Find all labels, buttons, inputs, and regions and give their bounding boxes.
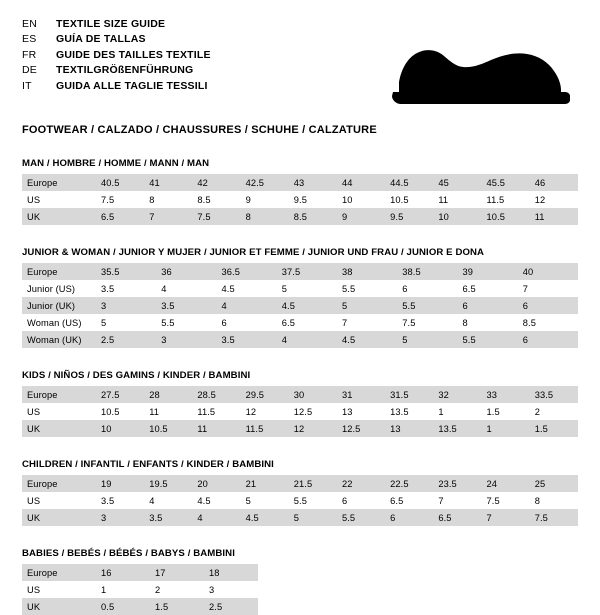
size-cell: 13.5 [433,420,481,437]
size-cell: 0.5 [96,598,150,615]
size-cell: 10 [96,420,144,437]
size-cell: 5 [337,297,397,314]
row-label: US [22,403,96,420]
size-cell: 7.5 [530,509,578,526]
size-cell: 6.5 [96,208,144,225]
row-label: UK [22,598,96,615]
size-cell: 3 [204,581,258,598]
size-cell: 1 [482,420,530,437]
size-cell: 7.5 [192,208,240,225]
size-cell: 6 [458,297,518,314]
size-cell: 12.5 [337,420,385,437]
size-cell: 1.5 [530,420,578,437]
table-row [22,331,578,348]
size-cell: 4.5 [217,280,277,297]
size-cell: 7.5 [482,492,530,509]
size-cell: 43 [289,174,337,191]
size-cell: 40 [518,263,578,280]
size-cell: 44 [337,174,385,191]
table-row [22,314,578,331]
row-label: US [22,492,96,509]
size-cell: 10 [433,208,481,225]
size-cell: 22 [337,475,385,492]
language-code: FR [22,48,37,61]
size-cell: 20 [192,475,240,492]
language-code: ES [22,33,37,46]
table-row [22,386,578,403]
size-cell: 4 [277,331,337,348]
language-code: IT [22,79,32,92]
size-table [22,263,578,348]
table-row [22,191,578,208]
row-label: Junior (US) [22,280,96,297]
size-cell: 24 [482,475,530,492]
size-cell: 1 [433,403,481,420]
row-label: Woman (UK) [22,331,96,348]
size-cell: 8.5 [518,314,578,331]
size-cell: 5 [397,331,457,348]
row-label: UK [22,420,96,437]
size-cell: 30 [289,386,337,403]
size-group-title: CHILDREN / INFANTIL / ENFANTS / KINDER / BAMBINI [22,459,274,470]
size-cell: 35.5 [96,263,156,280]
size-cell: 6 [518,331,578,348]
language-row [22,63,211,77]
size-tables-container [22,158,578,615]
language-title: GUIDA ALLE TAGLIE TESSILI [56,79,208,92]
size-cell: 11.5 [482,191,530,208]
size-group-title: JUNIOR & WOMAN / JUNIOR Y MUJER / JUNIOR ET FEMME / JUNIOR UND FRAU / JUNIOR E DONA [22,247,485,258]
row-label: US [22,191,96,208]
size-cell: 38 [337,263,397,280]
size-cell: 8 [144,191,192,208]
size-cell: 41 [144,174,192,191]
size-cell: 5.5 [156,314,216,331]
size-group [22,459,578,526]
size-cell: 6 [518,297,578,314]
size-cell: 37.5 [277,263,337,280]
size-cell: 19 [96,475,144,492]
size-cell: 8.5 [289,208,337,225]
size-cell: 3.5 [96,280,156,297]
size-cell: 31.5 [385,386,433,403]
language-code: DE [22,64,37,77]
table-row [22,475,578,492]
size-cell: 12 [289,420,337,437]
size-cell: 9.5 [289,191,337,208]
table-row [22,174,578,191]
size-cell: 45.5 [482,174,530,191]
size-cell: 10.5 [385,191,433,208]
size-cell: 7 [482,509,530,526]
dress-shoe-icon [387,30,572,110]
language-row [22,79,211,93]
size-cell: 2 [530,403,578,420]
size-table [22,174,578,225]
size-cell: 5.5 [397,297,457,314]
size-cell: 4 [217,297,277,314]
size-cell: 21 [241,475,289,492]
size-cell: 6.5 [385,492,433,509]
size-cell: 2.5 [204,598,258,615]
size-cell: 6 [217,314,277,331]
size-cell: 42 [192,174,240,191]
size-group [22,370,578,437]
size-cell: 25 [530,475,578,492]
size-cell: 7.5 [96,191,144,208]
page-title: FOOTWEAR / CALZADO / CHAUSSURES / SCHUHE / CALZATURE [22,124,377,136]
language-title: GUIDE DES TAILLES TEXTILE [56,48,211,61]
size-cell: 6 [397,280,457,297]
size-cell: 4.5 [277,297,337,314]
size-cell: 40.5 [96,174,144,191]
size-cell: 2.5 [96,331,156,348]
size-cell: 7 [144,208,192,225]
size-cell: 7.5 [397,314,457,331]
table-row [22,208,578,225]
size-cell: 28.5 [192,386,240,403]
size-cell: 5 [289,509,337,526]
size-group-title: KIDS / NIÑOS / DES GAMINS / KINDER / BAMBINI [22,370,251,381]
size-cell: 6.5 [433,509,481,526]
table-row [22,280,578,297]
table-row [22,564,258,581]
row-label: Europe [22,386,96,403]
table-row [22,263,578,280]
size-cell: 11.5 [192,403,240,420]
size-cell: 7 [518,280,578,297]
size-cell: 32 [433,386,481,403]
size-cell: 11 [144,403,192,420]
size-cell: 4 [144,492,192,509]
row-label: US [22,581,96,598]
size-cell: 12 [530,191,578,208]
row-label: Europe [22,475,96,492]
size-group [22,247,578,348]
language-title: TEXTILE SIZE GUIDE [56,18,166,30]
size-cell: 23.5 [433,475,481,492]
size-cell: 45 [433,174,481,191]
row-label: Europe [22,564,96,581]
size-cell: 9 [241,191,289,208]
size-cell: 10.5 [482,208,530,225]
size-cell: 5.5 [289,492,337,509]
row-label: UK [22,208,96,225]
size-cell: 6 [385,509,433,526]
size-cell: 38.5 [397,263,457,280]
size-cell: 3 [156,331,216,348]
size-cell: 11 [192,420,240,437]
row-label: Europe [22,263,96,280]
size-group-title: MAN / HOMBRE / HOMME / MANN / MAN [22,158,210,169]
size-cell: 18 [204,564,258,581]
size-cell: 10 [337,191,385,208]
size-cell: 4 [192,509,240,526]
size-cell: 9 [337,208,385,225]
language-row [22,48,211,62]
size-cell: 6.5 [277,314,337,331]
size-cell: 8 [241,208,289,225]
size-cell: 1.5 [150,598,204,615]
size-cell: 3.5 [217,331,277,348]
size-cell: 33.5 [530,386,578,403]
size-cell: 13 [385,420,433,437]
size-cell: 8.5 [192,191,240,208]
size-table [22,564,258,615]
table-row [22,297,578,314]
language-title-list [22,16,211,93]
size-cell: 4.5 [192,492,240,509]
size-cell: 44.5 [385,174,433,191]
row-label: UK [22,509,96,526]
size-group [22,158,578,225]
table-row [22,492,578,509]
size-table [22,386,578,437]
size-cell: 21.5 [289,475,337,492]
size-cell: 28 [144,386,192,403]
table-row [22,403,578,420]
size-cell: 12.5 [289,403,337,420]
size-cell: 3 [96,509,144,526]
size-cell: 36 [156,263,216,280]
size-cell: 10.5 [144,420,192,437]
size-cell: 11 [530,208,578,225]
size-cell: 5.5 [337,509,385,526]
size-cell: 5 [96,314,156,331]
size-cell: 39 [458,263,518,280]
size-cell: 3 [96,297,156,314]
size-cell: 5.5 [337,280,397,297]
row-label: Junior (UK) [22,297,96,314]
row-label: Europe [22,174,96,191]
table-row [22,581,258,598]
language-title: TEXTILGRÖßENFÜHRUNG [56,64,194,77]
size-cell: 10.5 [96,403,144,420]
size-cell: 29.5 [241,386,289,403]
table-row [22,509,578,526]
size-cell: 17 [150,564,204,581]
size-cell: 6 [337,492,385,509]
size-cell: 7 [433,492,481,509]
language-title: GUÍA DE TALLAS [56,33,146,46]
size-cell: 5.5 [458,331,518,348]
table-row [22,598,258,615]
size-cell: 33 [482,386,530,403]
size-cell: 4.5 [241,509,289,526]
size-cell: 16 [96,564,150,581]
size-table [22,475,578,526]
size-cell: 9.5 [385,208,433,225]
size-cell: 11.5 [241,420,289,437]
size-cell: 13 [337,403,385,420]
size-cell: 31 [337,386,385,403]
size-cell: 5 [277,280,337,297]
size-cell: 3.5 [144,509,192,526]
size-cell: 3.5 [156,297,216,314]
size-cell: 22.5 [385,475,433,492]
table-row [22,420,578,437]
size-cell: 5 [241,492,289,509]
size-group-title: BABIES / BEBÉS / BÉBÉS / BABYS / BAMBINI [22,548,235,559]
size-cell: 36.5 [217,263,277,280]
size-cell: 11 [433,191,481,208]
language-row [22,17,211,31]
size-cell: 27.5 [96,386,144,403]
size-cell: 46 [530,174,578,191]
size-cell: 2 [150,581,204,598]
size-cell: 19.5 [144,475,192,492]
row-label: Woman (US) [22,314,96,331]
size-cell: 7 [337,314,397,331]
size-cell: 4 [156,280,216,297]
size-cell: 8 [458,314,518,331]
size-cell: 3.5 [96,492,144,509]
size-cell: 12 [241,403,289,420]
size-cell: 1 [96,581,150,598]
size-cell: 13.5 [385,403,433,420]
size-cell: 42.5 [241,174,289,191]
language-code: EN [22,18,37,30]
language-row [22,32,211,46]
document-header [22,16,578,110]
size-cell: 1.5 [482,403,530,420]
size-group [22,548,578,615]
size-cell: 6.5 [458,280,518,297]
size-cell: 8 [530,492,578,509]
size-cell: 4.5 [337,331,397,348]
